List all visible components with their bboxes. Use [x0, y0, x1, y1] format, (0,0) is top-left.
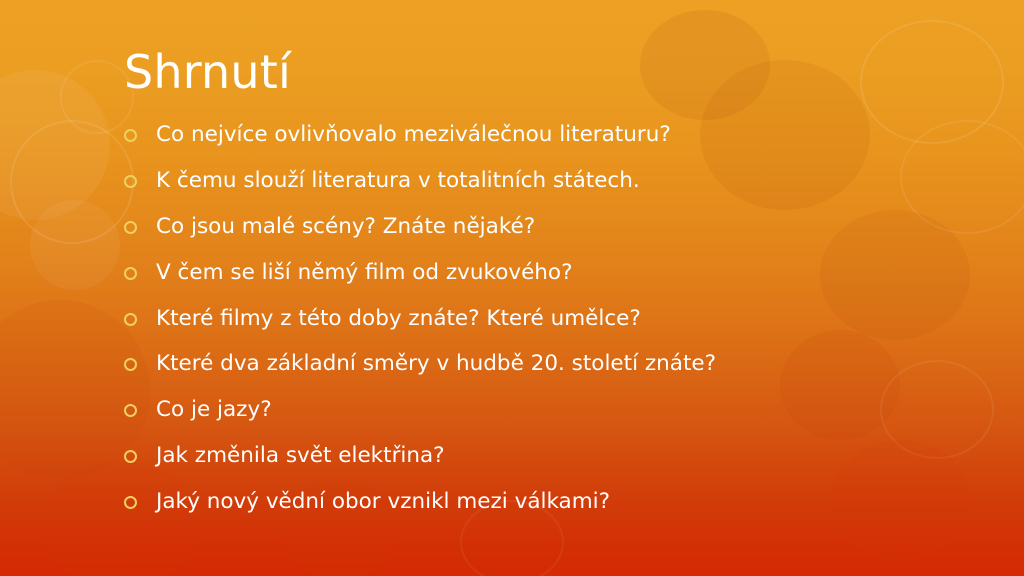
list-item-label: Jak změnila svět elektřina?	[156, 443, 445, 469]
list-item-label: V čem se liší němý film od zvukového?	[156, 259, 573, 285]
list-item-label: Které filmy z této doby znáte? Které umělce?	[156, 305, 641, 331]
list-item	[124, 306, 954, 333]
list-item	[124, 351, 954, 378]
circle-bullet-icon	[124, 404, 137, 417]
list-item	[124, 214, 954, 241]
circle-bullet-icon	[124, 221, 137, 234]
bokeh-circle	[60, 60, 134, 134]
circle-bullet-icon	[124, 175, 137, 188]
circle-bullet-icon	[124, 450, 137, 463]
bokeh-circle	[640, 10, 770, 120]
list-item-label: Co je jazy?	[156, 397, 272, 423]
list-item	[124, 168, 954, 195]
bokeh-circle	[30, 200, 120, 290]
circle-bullet-icon	[124, 313, 137, 326]
list-item	[124, 397, 954, 424]
list-item-label: Které dva základní směry v hudbě 20. století znáte?	[156, 351, 717, 377]
list-item	[124, 260, 954, 287]
list-item-label: Co nejvíce ovlivňovalo meziválečnou literaturu?	[156, 122, 671, 147]
circle-bullet-icon	[124, 267, 137, 280]
circle-bullet-icon	[124, 496, 137, 509]
circle-bullet-icon	[124, 358, 137, 371]
circle-bullet-icon	[124, 129, 137, 142]
bullet-list	[124, 122, 954, 535]
list-item-label: Jaký nový vědní obor vznikl mezi válkami?	[156, 489, 611, 514]
list-item-label: Co jsou malé scény? Znáte nějaké?	[156, 213, 536, 239]
page-title: Shrnutí	[124, 44, 291, 99]
list-item	[124, 443, 954, 470]
bokeh-circle	[10, 120, 134, 244]
list-item-label: K čemu slouží literatura v totalitních státech.	[156, 167, 640, 193]
list-item	[124, 122, 954, 149]
list-item	[124, 489, 954, 516]
bokeh-circle	[0, 70, 110, 220]
